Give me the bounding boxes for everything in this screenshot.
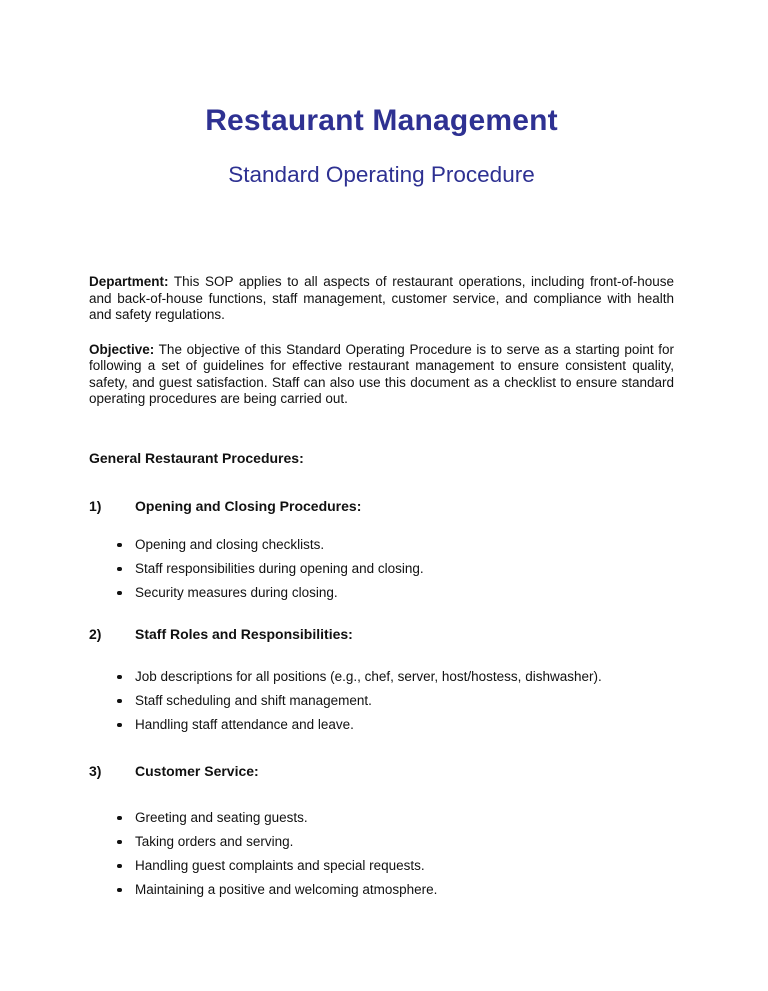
list-item-text: Staff responsibilities during opening and closing. — [135, 560, 424, 576]
page-subtitle: Standard Operating Procedure — [228, 162, 535, 187]
list-item — [89, 834, 674, 851]
section-staff-roles — [89, 626, 674, 733]
list-item — [89, 693, 674, 710]
bullet-icon — [117, 816, 122, 821]
bullet-icon — [117, 888, 122, 893]
list-item — [89, 585, 674, 602]
bullet-icon — [117, 591, 122, 596]
list-item-text: Taking orders and serving. — [135, 833, 294, 849]
objective-label: Objective: — [89, 341, 155, 357]
bullet-icon — [117, 723, 122, 728]
section-number: 3) — [89, 763, 102, 779]
list-item-text: Job descriptions for all positions (e.g., chef, server, host/hostess, dishwasher). — [135, 668, 602, 684]
list-item-text: Maintaining a positive and welcoming atmosphere. — [135, 881, 438, 897]
section-title: Staff Roles and Responsibilities: — [135, 626, 353, 642]
list-item — [89, 858, 674, 875]
section-number: 2) — [89, 626, 102, 642]
section-heading — [89, 763, 674, 780]
list-item — [89, 717, 674, 734]
department-label: Department: — [89, 274, 169, 289]
section-heading — [89, 498, 674, 515]
bullet-icon — [117, 543, 122, 548]
bullet-list — [89, 810, 674, 899]
list-item-text: Opening and closing checklists. — [135, 536, 325, 552]
bullet-icon — [117, 699, 122, 704]
list-item-text: Greeting and seating guests. — [135, 809, 308, 825]
section-number: 1) — [89, 497, 102, 514]
section-opening-closing — [89, 498, 674, 602]
department-paragraph — [89, 274, 674, 324]
list-item — [89, 537, 674, 554]
list-item-text: Handling staff attendance and leave. — [135, 716, 354, 732]
section-title: Customer Service: — [135, 763, 259, 779]
bullet-icon — [117, 567, 122, 572]
section-customer-service — [89, 763, 674, 898]
list-item — [89, 882, 674, 899]
objective-text: The objective of this Standard Operating Procedure is to serve as a starting point for following a set of guidelines for effective restaurant management to ensure consistent quality, safety, and guest satisfaction. Staff can also use this document as a checklist to ensure standard operating procedures are being carried out. — [89, 341, 674, 406]
list-item-text: Staff scheduling and shift management. — [135, 692, 372, 708]
section-heading — [89, 626, 674, 643]
list-item-text: Handling guest complaints and special requests. — [135, 857, 425, 873]
department-text: This SOP applies to all aspects of restaurant operations, including front-of-house and back-of-house functions, staff management, customer service, and compliance with health and safety regulations. — [89, 274, 674, 322]
section-title: Opening and Closing Procedures: — [135, 497, 362, 514]
bullet-icon — [117, 864, 122, 869]
bullet-list — [89, 537, 674, 602]
general-procedures-heading: General Restaurant Procedures: — [89, 449, 304, 466]
bullet-icon — [117, 840, 122, 845]
list-item — [89, 669, 674, 686]
page-title: Restaurant Management — [205, 104, 558, 137]
list-item — [89, 561, 674, 578]
objective-paragraph — [89, 342, 674, 408]
list-item — [89, 810, 674, 827]
bullet-icon — [117, 675, 122, 680]
bullet-list — [89, 669, 674, 734]
list-item-text: Security measures during closing. — [135, 584, 338, 600]
